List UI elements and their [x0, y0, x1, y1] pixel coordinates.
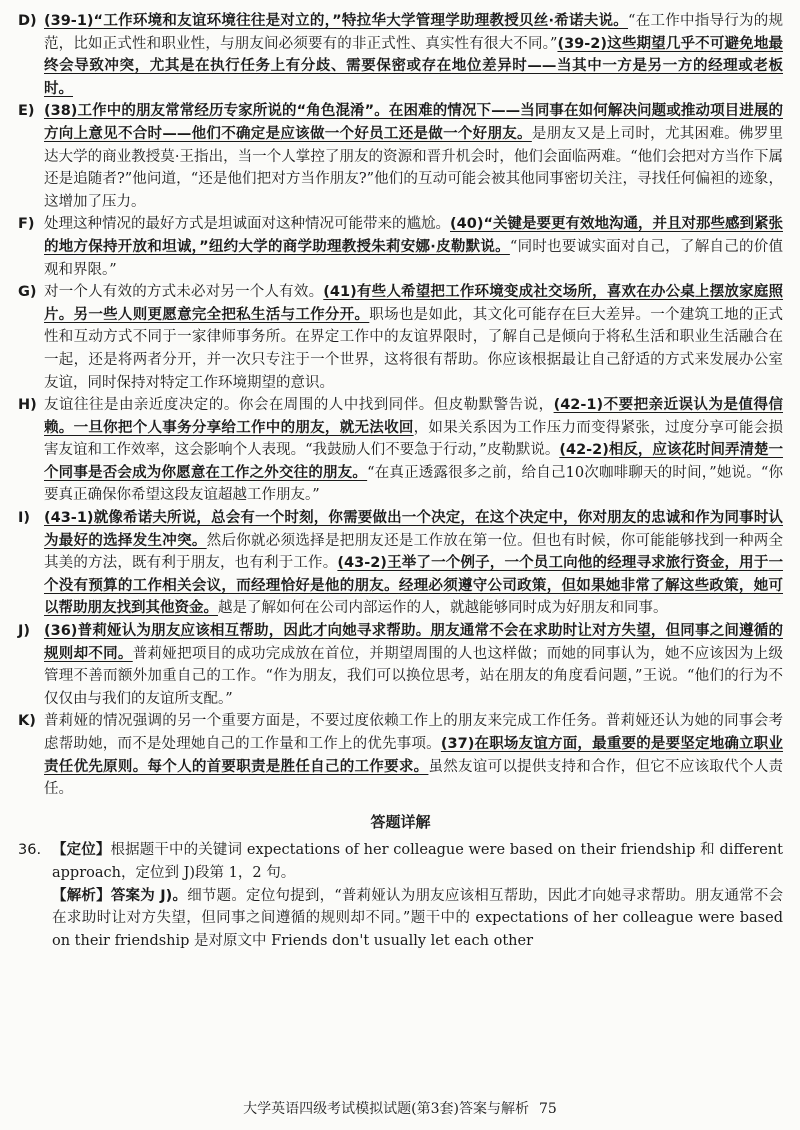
paragraph-text: 越是了解如何在公司内部运作的人，就越能够同时成为好朋友和同事。: [218, 600, 668, 617]
paragraph-g: [18, 281, 783, 394]
passage-paragraphs: [18, 10, 783, 801]
paragraph-i: [18, 507, 783, 620]
section-title: 答题详解: [370, 812, 431, 831]
paragraph-marker: H): [18, 397, 37, 414]
paragraph-marker: G): [18, 284, 37, 301]
document-content: [18, 10, 783, 952]
paragraph-marker: E): [18, 103, 35, 120]
key-sentence: (42-1)不要把亲近误认为是值得信赖。一旦你把个人事务分享给工作中的朋友，就无法收回: [44, 397, 783, 436]
paragraph-marker: K): [18, 713, 36, 730]
key-sentence: (40)“关键是要更有效地沟通，并且对那些感到紧张的地方保持开放和坦诚，”纽约大学的商学助理教授朱莉安娜·皮勒默说。: [44, 216, 783, 255]
key-sentence: (43-1)就像希诺夫所说，总会有一个时刻，你需要做出一个决定，在这个决定中，你对朋友的忠诚和作为同事时认为最好的选择发生冲突。: [44, 510, 783, 549]
paragraph-marker: I): [18, 510, 31, 527]
paragraph-text: 对一个人有效的方式未必对另一个人有效。: [44, 284, 324, 301]
locate-text: 根据题干中的关键词 expectations of her colleague were based on their friendship 和 different approach，定位到 J)段第 1，2 句。: [52, 842, 784, 881]
key-sentence: (38)工作中的朋友常常经历专家所说的“角色混淆”。在困难的情况下——当同事在如何解决问题或推动项目进展的方向上意见不合时——他们不确定是应该做一个好员工还是做一个好朋友。: [44, 103, 783, 142]
paragraph-text: 友谊往往是由亲近度决定的。你会在周围的人中找到同伴。但皮勒默警告说，: [44, 397, 554, 414]
answer-text: 答案为 J)。: [110, 887, 188, 904]
paragraph-text: ，如果关系因为工作压力而变得紧张，过度分享可能会损害友谊和工作效率，这会影响个人表现。“我鼓励人们不要急于行动，”皮勒默说。: [44, 419, 783, 459]
analysis-tag: 【解析】: [52, 887, 111, 904]
paragraph-j: [18, 620, 783, 710]
key-sentence: (41)有些人希望把工作环境变成社交场所，喜欢在办公桌上摆放家庭照片。另一些人则更愿意完全把私生活与工作分开。: [44, 284, 784, 323]
key-sentence: (39-1)“工作环境和友谊环境往往是对立的，”特拉华大学管理学助理教授贝丝·希诺夫说。: [44, 13, 629, 29]
key-sentence: (39-2)这些期望几乎不可避免地最终会导致冲突，尤其是在执行任务上有分歧、需要保密或存在地位差异时——当其中一方是另一方的经理或老板时。: [44, 35, 783, 97]
paragraph-text: 处理这种情况的最好方式是坦诚面对这种情况可能带来的尴尬。: [44, 216, 451, 233]
paragraph-d: [18, 10, 783, 100]
paragraph-text: “在工作中指导行为的规范，比如正式性和职业性，与朋友间必须要有的非正式性、真实性有很大不同。”: [44, 13, 783, 52]
paragraph-text: “同时也要诚实面对自己，了解自己的价值观和界限。”: [44, 238, 783, 278]
paragraph-text: 普莉娅的情况强调的另一个重要方面是，不要过度依赖工作上的朋友来完成工作任务。普莉娅还认为她的同事会考虑帮助她，而不是处理她自己的工作量和工作上的优先事项。: [44, 713, 783, 752]
paragraph-marker: F): [18, 216, 35, 233]
page-number: 75: [539, 1101, 557, 1117]
locate-tag: 【定位】: [52, 842, 111, 859]
key-sentence: (37)在职场友谊方面，最重要的是要坚定地确立职业责任优先原则。每个人的首要职责是胜任自己的工作要求。: [44, 736, 784, 775]
paragraph-e: [18, 100, 783, 213]
paragraph-marker: D): [18, 13, 37, 29]
key-sentence: (42-2)相反，应该花时间弄清楚一个同事是否会成为你愿意在工作之外交往的朋友。: [44, 442, 783, 481]
paragraph-text: 虽然友谊可以提供支持和合作，但它不应该取代个人责任。: [44, 758, 784, 798]
paragraph-h: [18, 394, 783, 507]
paragraph-text: 然后你就必须选择是把朋友还是工作放在第一位。但也有时候，你可能能够找到一种两全其美的方法，既有利于朋友，也有利于工作。: [44, 532, 784, 572]
paragraph-text: 普莉娅把项目的成功完成放在首位，并期望周围的人也这样做；而她的同事认为，她不应该因为上级管理不善而额外加重自己的工作。“作为朋友，我们可以换位思考，站在朋友的角度看问题，”王说。“他们的行为不仅仅由与我们的友谊所支配。”: [44, 645, 784, 707]
key-sentence: (43-2)王举了一个例子，一个员工向他的经理寻求旅行资金，用于一个没有预算的工作相关会议，而经理恰好是他的朋友。经理必须遵守公司政策，但如果她非常了解这些政策，她可以帮助朋友找到其他资金。: [44, 555, 783, 617]
paragraph-text: “在真正透露很多之前，给自己10次咖啡聊天的时间，”她说。“你要真正确保你希望这段友谊超越工作朋友。”: [44, 464, 783, 504]
question-number: 36.: [18, 842, 42, 859]
paragraph-text: 是朋友又是上司时，尤其困难。佛罗里达大学的商业教授莫·王指出，当一个人掌控了朋友的资源和晋升机会时，他们会面临两难。“他们会把对方当作下属还是追随者?”他问道，“还是他们把对方当作朋友?”他们的互动可能会被其他同事密切关注，寻找任何偏袒的迹象，这增加了压力。: [44, 125, 784, 210]
paragraph-marker: J): [18, 623, 31, 640]
paragraph-k: [18, 710, 783, 800]
key-sentence: (36)普莉娅认为朋友应该相互帮助，因此才向她寻求帮助。朋友通常不会在求助时让对方失望，但同事之间遵循的规则却不同。: [44, 623, 783, 662]
analysis-text: 细节题。定位句提到，“普莉娅认为朋友应该相互帮助，因此才向她寻求帮助。朋友通常不会在求助时让对方失望，但同事之间遵循的规则却不同。”题干中的 expectations of her colleague were based on their friendship 是对原文中 Friends don't usually let each other: [52, 887, 783, 949]
paragraph-f: [18, 213, 783, 281]
footer-title: 大学英语四级考试模拟试题(第3套)答案与解析: [243, 1101, 529, 1117]
page-footer: [0, 1098, 800, 1121]
question-36: [18, 839, 783, 952]
paragraph-text: 职场也是如此，其文化可能存在巨大差异。一个建筑工地的正式性和互动方式不同于一家律师事务所。在界定工作中的友谊界限时，了解自己是倾向于将私生活和职业生活融合在一起，还是将两者分开，并一次只专注于一个世界，这将很有帮助。你应该根据最让自己舒适的方式来发展办公室友谊，同时保持对特定工作环境期望的意识。: [44, 306, 784, 391]
